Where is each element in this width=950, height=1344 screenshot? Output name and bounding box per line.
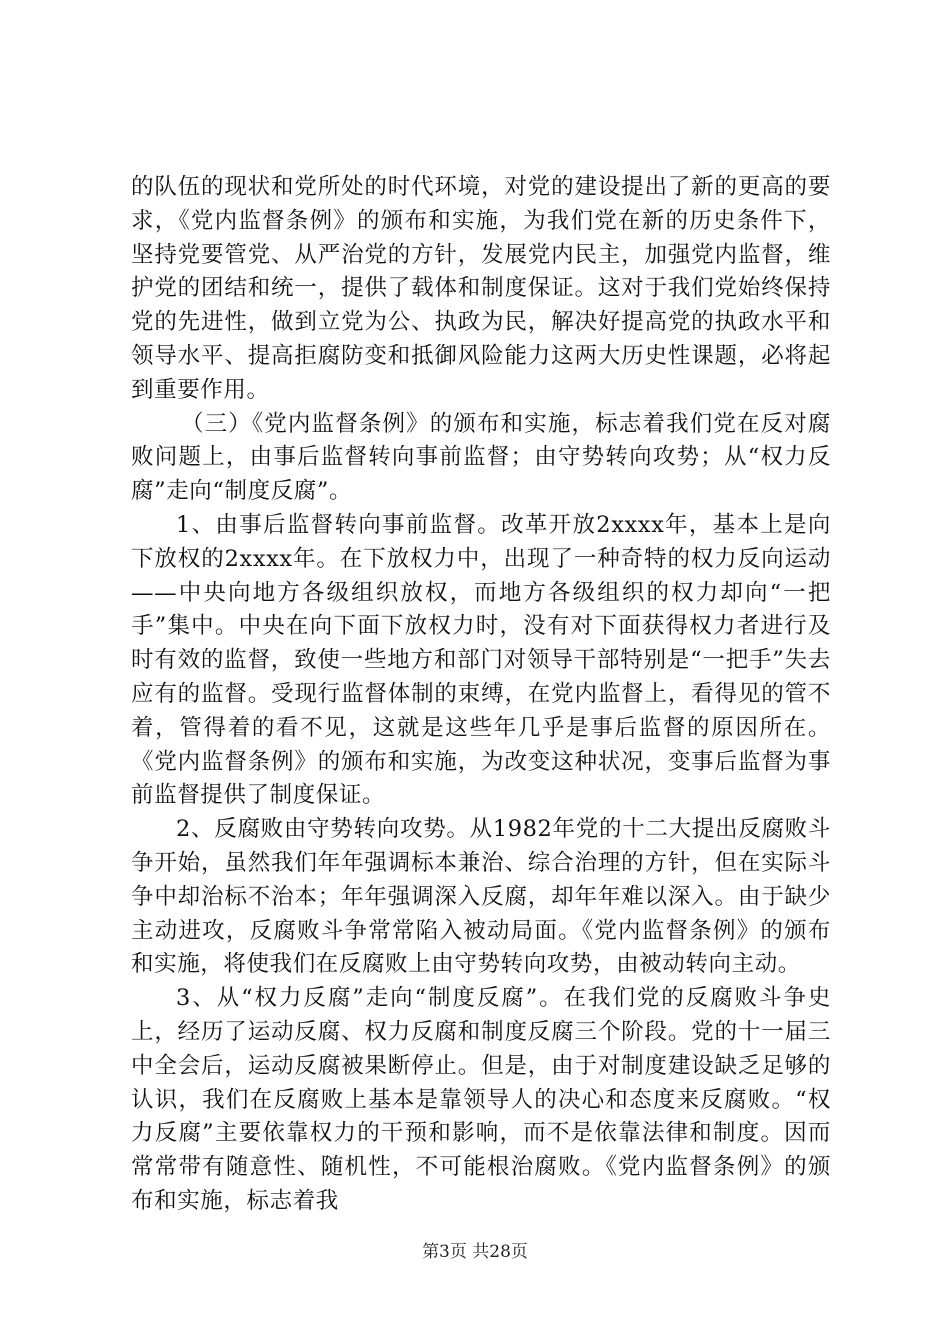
paragraph-2-section-heading: （三）《党内监督条例》的颁布和实施，标志着我们党在反对腐败问题上，由事后监督转向事前监督；由守势转向攻势；从“权力反腐”走向“制度反腐”。	[131, 410, 831, 505]
paragraph-4: 2、反腐败由守势转向攻势。从1982年党的十二大提出反腐败斗争开始，虽然我们年年强调标本兼治、综合治理的方针，但在实际斗争中却治标不治本；年年强调深入反腐，却年年难以深入。由于缺少主动进攻，反腐败斗争常常陷入被动局面。《党内监督条例》的颁布和实施，将使我们在反腐败上由守势转向攻势，由被动转向主动。	[131, 816, 831, 978]
paragraph-5: 3、从“权力反腐”走向“制度反腐”。在我们党的反腐败斗争史上，经历了运动反腐、权力反腐和制度反腐三个阶段。党的十一届三中全会后，运动反腐被果断停止。但是，由于对制度建设缺乏足够的认识，我们在反腐败上基本是靠领导人的决心和态度来反腐败。“权力反腐”主要依靠权力的干预和影响，而不是依靠法律和制度。因而常常带有随意性、随机性，不可能根治腐败。《党内监督条例》的颁布和实施，标志着我	[131, 985, 831, 1214]
page-footer: 第3页 共28页	[422, 1242, 528, 1262]
paragraph-3: 1、由事后监督转向事前监督。改革开放2xxxx年，基本上是向下放权的2xxxx年。在下放权力中，出现了一种奇特的权力反向运动——中央向地方各级组织放权，而地方各级组织的权力却向“一把手”集中。中央在向下面下放权力时，没有对下面获得权力者进行及时有效的监督，致使一些地方和部门对领导干部特别是“一把手”失去应有的监督。受现行监督体制的束缚，在党内监督上，看得见的管不着，管得着的看不见，这就是这些年几乎是事后监督的原因所在。《党内监督条例》的颁布和实施，为改变这种状况，变事后监督为事前监督提供了制度保证。	[131, 511, 831, 809]
body-text	[131, 171, 831, 1219]
paragraph-1: 的队伍的现状和党所处的时代环境，对党的建设提出了新的更高的要求，《党内监督条例》的颁布和实施，为我们党在新的历史条件下，坚持党要管党、从严治党的方针，发展党内民主，加强党内监督，维护党的团结和统一，提供了载体和制度保证。这对于我们党始终保持党的先进性，做到立党为公、执政为民，解决好提高党的执政水平和领导水平、提高拒腐防变和抵御风险能力这两大历史性课题，必将起到重要作用。	[131, 174, 831, 403]
